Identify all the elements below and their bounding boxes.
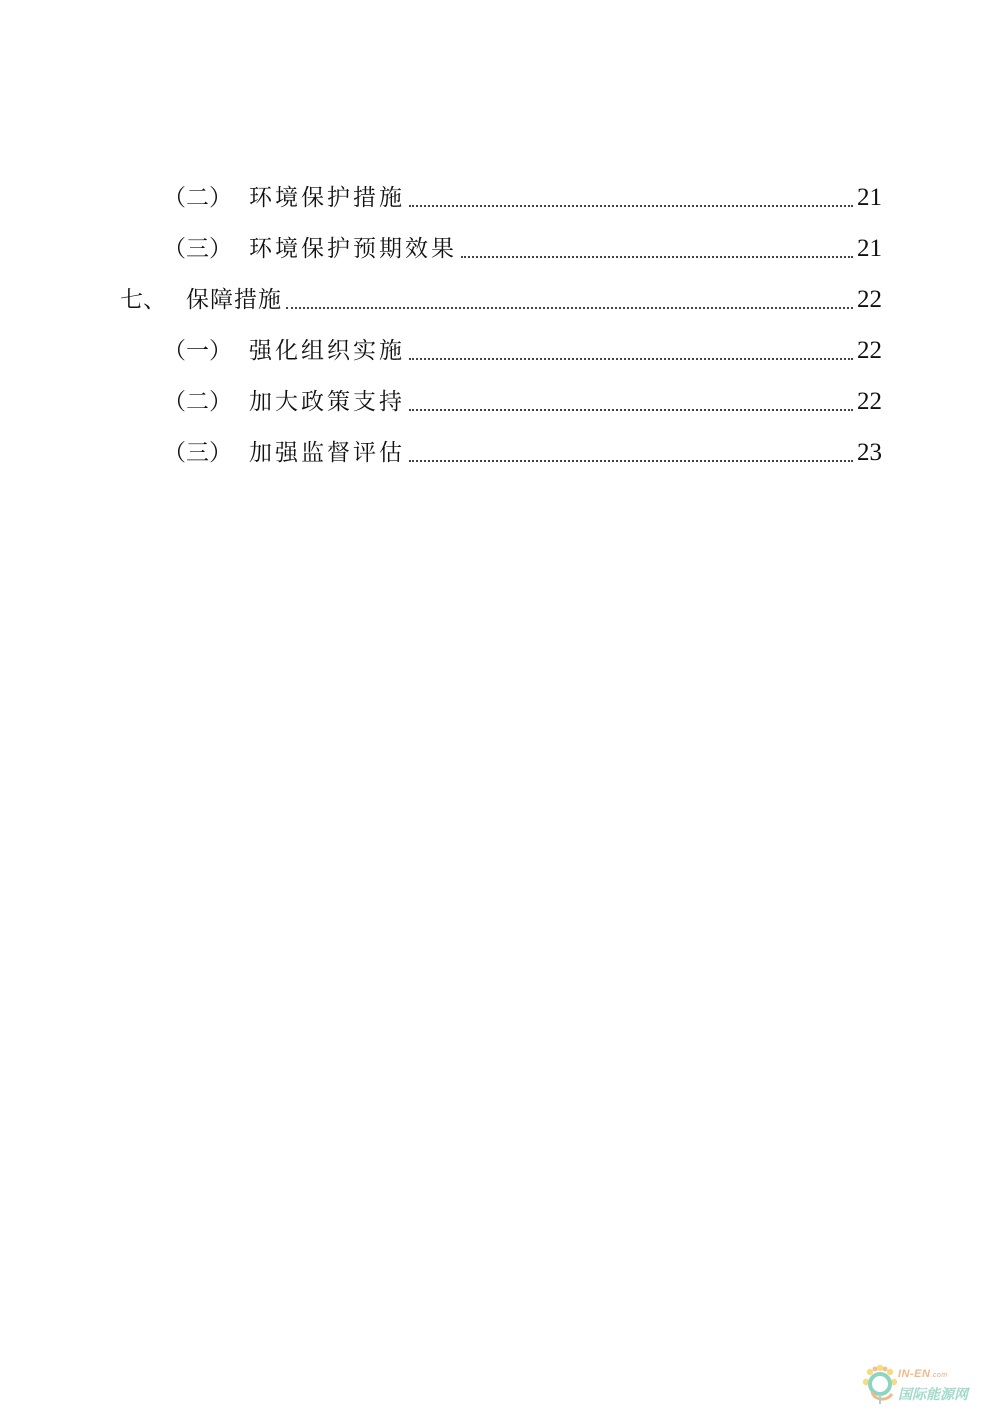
toc-entry-safeguards[interactable] (120, 274, 882, 314)
dot-leader (409, 460, 853, 462)
toc-entry-organization[interactable] (163, 325, 882, 365)
toc-entry-page: 21 (857, 235, 882, 262)
dot-leader (286, 307, 853, 309)
toc-entry-title: 保障措施 (186, 287, 282, 313)
dot-leader (409, 409, 853, 411)
toc-entry-number: （三） (163, 236, 232, 262)
toc-entry-page: 22 (857, 286, 882, 313)
toc-entry-environment-effects[interactable] (163, 223, 882, 263)
toc-entry-supervision[interactable] (163, 427, 882, 467)
toc-entry-page: 21 (857, 184, 882, 211)
toc-entry-policy-support[interactable] (163, 376, 882, 416)
toc-entry-page: 23 (857, 439, 882, 466)
dot-leader (461, 256, 853, 258)
toc-entry-number: 七、 (120, 287, 166, 313)
toc-entry-environment-measures[interactable] (163, 172, 882, 212)
toc-entry-number: （一） (163, 338, 232, 364)
watermark-site-name: 国际能源网 (898, 1387, 968, 1403)
toc-entry-title: 环境保护预期效果 (249, 236, 457, 262)
dot-leader (409, 358, 853, 360)
toc-entry-title: 加强监督评估 (249, 440, 405, 466)
toc-entry-page: 22 (857, 337, 882, 364)
toc-entry-title: 加大政策支持 (249, 389, 405, 415)
sunflower-logo-icon (860, 1362, 900, 1406)
toc-entry-page: 22 (857, 388, 882, 415)
watermark (860, 1362, 1000, 1410)
toc-entry-title: 强化组织实施 (249, 338, 405, 364)
toc-entry-title: 环境保护措施 (249, 185, 405, 211)
toc-entry-number: （二） (163, 185, 232, 211)
watermark-brand: IN-EN.com (898, 1368, 948, 1380)
toc-entry-number: （二） (163, 389, 232, 415)
dot-leader (409, 205, 853, 207)
toc-entry-number: （三） (163, 440, 232, 466)
